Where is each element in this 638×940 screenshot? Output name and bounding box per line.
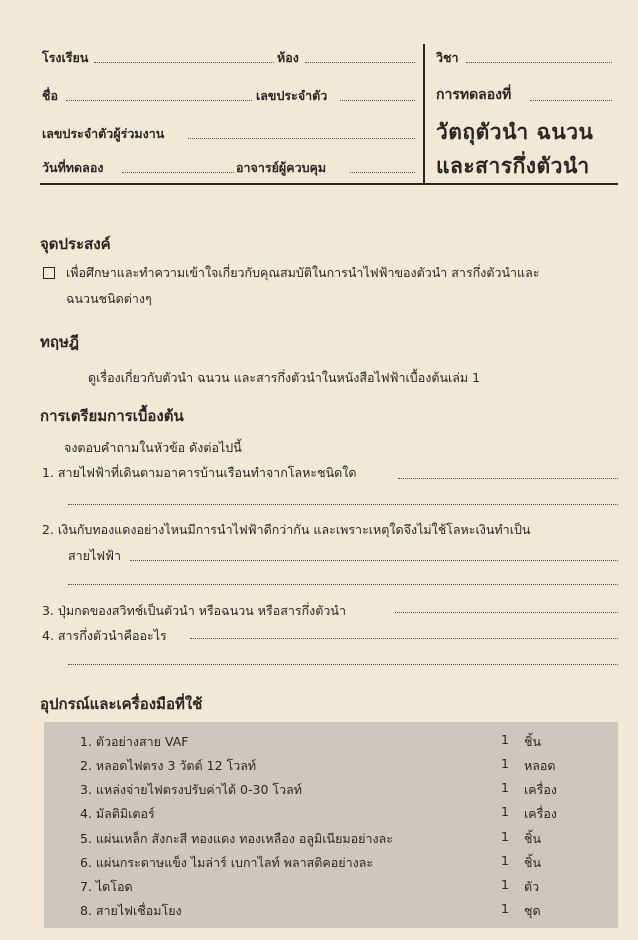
equipment-item-unit: เครื่อง [524, 782, 557, 797]
answer-1-field[interactable] [398, 478, 618, 479]
theory-heading: ทฤษฎี [40, 333, 79, 351]
answer-3-field[interactable] [395, 612, 618, 613]
equipment-item [80, 804, 600, 824]
name-label: ชื่อ [42, 88, 58, 103]
equipment-item-qty: 1 [501, 901, 509, 916]
question-4: 4. สารกึ่งตัวนำคืออะไร [42, 628, 167, 643]
question-2-line2: สายไฟฟ้า [68, 548, 121, 563]
objective-heading: จุดประสงค์ [40, 235, 111, 253]
equipment-item-qty: 1 [501, 853, 509, 868]
equipment-item-name: 1. ตัวอย่างสาย VAF [80, 734, 189, 749]
equipment-item [80, 901, 600, 921]
equipment-item-qty: 1 [501, 780, 509, 795]
experiment-title-line1: วัตถุตัวนำ ฉนวน [436, 120, 594, 144]
answer-2-field[interactable] [130, 560, 618, 561]
question-3: 3. ปุ่มกดของสวิทช์เป็นตัวนำ หรือฉนวน หรือสารกึ่งตัวนำ [42, 603, 346, 618]
subject-field[interactable] [466, 62, 612, 63]
theory-text: ดูเรื่องเกี่ยวกับตัวนำ ฉนวน และสารกึ่งตัวนำในหนังสือไฟฟ้าเบื้องต้นเล่ม 1 [88, 370, 481, 385]
answer-2-line2[interactable] [68, 584, 618, 585]
student-id-label: เลขประจำตัว [256, 88, 328, 103]
date-field[interactable] [122, 172, 234, 173]
school-field[interactable] [94, 62, 274, 63]
equipment-item-name: 3. แหล่งจ่ายไฟตรงปรับค่าได้ 0-30 โวลท์ [80, 782, 303, 797]
equipment-item-qty: 1 [501, 877, 509, 892]
equipment-item-name: 5. แผ่นเหล็ก สังกะสี ทองแดง ทองเหลือง อลูมิเนียมอย่างละ [80, 831, 393, 846]
name-field[interactable] [66, 100, 252, 101]
room-field[interactable] [305, 62, 415, 63]
equipment-item-qty: 1 [501, 804, 509, 819]
equipment-item-qty: 1 [501, 829, 509, 844]
equipment-item-qty: 1 [501, 732, 509, 747]
equipment-item [80, 877, 600, 897]
question-1: 1. สายไฟฟ้าที่เดินตามอาคารบ้านเรือนทำจากโลหะชนิดใด [42, 465, 357, 480]
room-label: ห้อง [277, 50, 299, 65]
equipment-item [80, 780, 600, 800]
question-2-line1: 2. เงินกับทองแดงอย่างไหนมีการนำไฟฟ้าดีกว่ากัน และเพราะเหตุใดจึงไม่ใช้โลหะเงินทำเป็น [42, 522, 531, 537]
equipment-item-unit: ชิ้น [524, 831, 542, 846]
equipment-item-name: 4. มัลติมิเตอร์ [80, 806, 155, 821]
experiment-number-field[interactable] [530, 100, 612, 101]
equipment-item [80, 853, 600, 873]
equipment-item [80, 756, 600, 776]
equipment-item-unit: หลอด [524, 758, 556, 773]
equipment-item-unit: ชิ้น [524, 734, 542, 749]
equipment-item-unit: ชิ้น [524, 855, 542, 870]
date-label: วันที่ทดลอง [42, 160, 104, 175]
equipment-item-name: 7. ไดโอด [80, 879, 133, 894]
equipment-item-name: 6. แผ่นกระดาษแข็ง ไมล่าร์ เบกาไลท์ พลาสติคอย่างละ [80, 855, 374, 870]
prep-intro: จงตอบคำถามในหัวข้อ ดังต่อไปนี้ [64, 440, 242, 455]
equipment-item-name: 8. สายไฟเชื่อมโยง [80, 903, 182, 918]
answer-4-line2[interactable] [68, 664, 618, 665]
teacher-label: อาจารย์ผู้ควบคุม [236, 160, 327, 175]
equipment-item-qty: 1 [501, 756, 509, 771]
partner-id-label: เลขประจำตัวผู้ร่วมงาน [42, 126, 165, 141]
student-id-field[interactable] [340, 100, 415, 101]
teacher-field[interactable] [350, 172, 415, 173]
subject-label: วิชา [436, 50, 459, 65]
objective-checkbox[interactable] [43, 267, 55, 279]
answer-4-field[interactable] [190, 638, 618, 639]
answer-1-line2[interactable] [68, 504, 618, 505]
experiment-title-line2: และสารกึ่งตัวนำ [436, 154, 590, 178]
equipment-item-unit: ตัว [524, 879, 540, 894]
header-divider [423, 44, 425, 184]
equipment-item [80, 732, 600, 752]
equipment-list-box [44, 722, 618, 928]
objective-line2: ฉนวนชนิดต่างๆ [66, 291, 152, 306]
school-label: โรงเรียน [42, 50, 89, 65]
partner-id-field[interactable] [188, 138, 415, 139]
equipment-item-unit: เครื่อง [524, 806, 557, 821]
prep-heading: การเตรียมการเบื้องต้น [40, 407, 184, 425]
experiment-number-label: การทดลองที่ [436, 87, 512, 103]
equipment-item [80, 829, 600, 849]
objective-line1: เพื่อศึกษาและทำความเข้าใจเกี่ยวกับคุณสมบัติในการนำไฟฟ้าของตัวนำ สารกึ่งตัวนำและ [66, 265, 540, 280]
header-bottom-rule [40, 183, 618, 185]
equipment-item-unit: ชุด [524, 903, 541, 918]
equipment-item-name: 2. หลอดไฟตรง 3 วัตต์ 12 โวลท์ [80, 758, 257, 773]
equipment-heading: อุปกรณ์และเครื่องมือที่ใช้ [40, 695, 203, 713]
